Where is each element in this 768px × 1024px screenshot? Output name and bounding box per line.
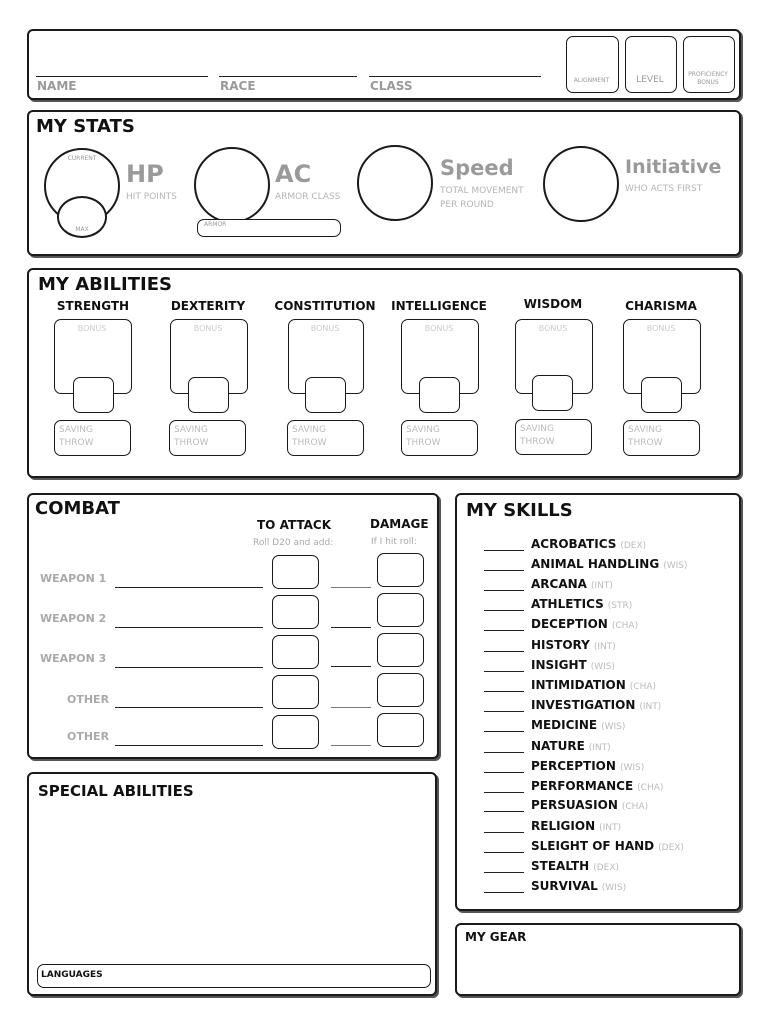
damage-box[interactable] (377, 633, 424, 667)
skill-label (531, 698, 661, 712)
skill-proficiency-line[interactable] (484, 630, 524, 631)
saving-throw-field[interactable] (54, 420, 131, 456)
race-line[interactable] (219, 76, 357, 77)
ac-circle[interactable] (194, 147, 270, 223)
skill-ability: (INT) (593, 642, 616, 652)
skill-name: PERFORMANCE (531, 779, 634, 793)
skills-title: MY SKILLS (466, 500, 573, 521)
saving-throw-label-2: THROW (520, 437, 555, 447)
abilities-title: MY ABILITIES (38, 274, 172, 295)
ability-name: CHARISMA (625, 299, 697, 313)
attack-bonus-box[interactable] (272, 675, 319, 709)
hp-max-label: MAX (75, 226, 89, 233)
skill-name: PERCEPTION (531, 759, 616, 773)
ability-modifier-box[interactable] (419, 377, 460, 413)
weapon-label: OTHER (67, 693, 110, 706)
attack-bonus-box[interactable] (272, 595, 319, 629)
weapon-name-line[interactable] (115, 667, 263, 668)
saving-throw-label-1: SAVING (406, 425, 440, 435)
skill-label (531, 537, 646, 551)
attack-bonus-box[interactable] (272, 715, 319, 749)
skill-ability: (STR) (607, 601, 633, 611)
skill-name: ARCANA (531, 577, 587, 591)
bonus-label: BONUS (193, 324, 223, 333)
ability-name: INTELLIGENCE (391, 299, 487, 313)
skill-ability: (CHA) (611, 621, 639, 631)
skill-proficiency-line[interactable] (484, 671, 524, 672)
stats-title: MY STATS (36, 116, 135, 137)
damage-box[interactable] (377, 593, 424, 627)
skill-proficiency-line[interactable] (484, 852, 524, 853)
saving-throw-label-1: SAVING (174, 425, 208, 435)
damage-box[interactable] (377, 713, 424, 747)
damage-line[interactable] (331, 707, 371, 708)
skill-proficiency-line[interactable] (484, 792, 524, 793)
bonus-label: BONUS (538, 324, 568, 333)
ac-subtitle: ARMOR CLASS (275, 192, 341, 202)
name-line[interactable] (36, 76, 208, 77)
skill-ability: (WIS) (663, 561, 688, 571)
header-panel (27, 29, 741, 100)
skill-name: SLEIGHT OF HAND (531, 839, 655, 853)
saving-throw-field[interactable] (401, 420, 478, 456)
ability-modifier-box[interactable] (305, 377, 346, 413)
skill-name: INSIGHT (531, 658, 587, 672)
saving-throw-label-2: THROW (628, 438, 663, 448)
skill-ability: (CHA) (629, 682, 657, 692)
proficiency-label-2: BONUS (697, 79, 719, 86)
speed-circle[interactable] (357, 145, 433, 221)
skill-label (531, 557, 687, 571)
skill-label (531, 577, 613, 591)
skill-name: ATHLETICS (531, 597, 604, 611)
ability-name: DEXTERITY (170, 299, 246, 313)
ability-modifier-box[interactable] (188, 377, 229, 413)
armor-label: ARMOR (204, 221, 227, 228)
hp-subtitle: HIT POINTS (126, 192, 177, 202)
saving-throw-label-2: THROW (292, 438, 327, 448)
speed-subtitle-2: PER ROUND (440, 200, 494, 210)
skill-proficiency-line[interactable] (484, 550, 524, 551)
skill-proficiency-line[interactable] (484, 651, 524, 652)
skill-proficiency-line[interactable] (484, 570, 524, 571)
stats-panel (27, 110, 741, 256)
skill-ability: (WIS) (601, 722, 626, 732)
armor-field[interactable] (197, 219, 341, 237)
skill-ability: (DEX) (593, 863, 620, 873)
languages-field[interactable] (37, 964, 431, 988)
special-abilities-panel (27, 772, 437, 996)
skill-proficiency-line[interactable] (484, 711, 524, 712)
languages-label: LANGUAGES (41, 970, 103, 980)
skill-proficiency-line[interactable] (484, 691, 524, 692)
initiative-title: Initiative (625, 156, 722, 178)
weapon-label: WEAPON 1 (40, 572, 107, 585)
damage-subtitle: If I hit roll: (371, 537, 417, 547)
skill-proficiency-line[interactable] (484, 811, 524, 812)
skill-ability: (CHA) (637, 783, 664, 793)
skill-name: NATURE (531, 739, 585, 753)
damage-header: DAMAGE (370, 517, 429, 531)
skill-ability: (INT) (588, 743, 611, 753)
saving-throw-label-2: THROW (406, 438, 441, 448)
saving-throw-field[interactable] (287, 420, 364, 456)
skill-name: ACROBATICS (531, 537, 617, 551)
saving-throw-field[interactable] (623, 420, 700, 456)
skill-name: SURVIVAL (531, 879, 598, 893)
skill-proficiency-line[interactable] (484, 872, 524, 873)
ability-modifier-box[interactable] (641, 377, 682, 413)
skill-label (531, 658, 615, 672)
saving-throw-field[interactable] (515, 419, 592, 455)
weapon-name-line[interactable] (115, 587, 263, 588)
skill-name: RELIGION (531, 819, 596, 833)
skill-label (531, 617, 638, 631)
skill-ability: (INT) (599, 823, 622, 833)
skill-label (531, 839, 684, 853)
skill-name: MEDICINE (531, 718, 598, 732)
initiative-subtitle: WHO ACTS FIRST (625, 184, 703, 194)
skill-proficiency-line[interactable] (484, 590, 524, 591)
hp-current-label: CURRENT (67, 155, 97, 162)
skill-proficiency-line[interactable] (484, 752, 524, 753)
class-label: CLASS (370, 79, 413, 93)
damage-line[interactable] (331, 666, 371, 667)
weapon-name-line[interactable] (115, 707, 263, 708)
skill-label (531, 678, 656, 692)
saving-throw-label-1: SAVING (520, 424, 554, 434)
hp-max-circle[interactable] (57, 196, 107, 238)
skill-label (531, 597, 632, 611)
skill-ability: (INT) (590, 581, 613, 591)
ability-modifier-box[interactable] (73, 377, 114, 413)
damage-box[interactable] (377, 673, 424, 707)
ability-name: WISDOM (523, 297, 583, 311)
bonus-label: BONUS (310, 324, 340, 333)
weapon-label: WEAPON 2 (40, 612, 107, 625)
special-abilities-title: SPECIAL ABILITIES (38, 782, 194, 800)
ac-title: AC (275, 160, 312, 188)
skill-ability: (WIS) (601, 883, 627, 893)
skill-ability: (DEX) (658, 843, 684, 853)
skill-name: INVESTIGATION (531, 698, 636, 712)
bonus-label: BONUS (77, 324, 107, 333)
saving-throw-label-1: SAVING (628, 425, 662, 435)
ability-modifier-box[interactable] (532, 375, 573, 411)
weapon-name-line[interactable] (115, 627, 263, 628)
to-attack-subtitle: Roll D20 and add: (253, 538, 334, 548)
skill-proficiency-line[interactable] (484, 892, 524, 893)
level-box[interactable] (625, 36, 677, 93)
damage-line[interactable] (331, 627, 371, 628)
skill-label (531, 718, 625, 732)
saving-throw-label-2: THROW (174, 438, 209, 448)
damage-line[interactable] (331, 745, 371, 746)
skill-label (531, 638, 616, 652)
skill-label (531, 739, 611, 753)
skill-name: DECEPTION (531, 617, 608, 631)
damage-box[interactable] (377, 553, 424, 587)
skill-name: PERSUASION (531, 798, 618, 812)
ability-name: CONSTITUTION (274, 299, 376, 313)
skill-proficiency-line[interactable] (484, 832, 524, 833)
skill-label (531, 779, 663, 793)
weapon-label: WEAPON 3 (40, 652, 107, 665)
skill-label (531, 819, 621, 833)
ability-name: STRENGTH (56, 299, 130, 313)
skill-proficiency-line[interactable] (484, 610, 524, 611)
saving-throw-field[interactable] (169, 420, 246, 456)
skill-name: INTIMIDATION (531, 678, 626, 692)
alignment-box[interactable] (566, 36, 619, 93)
skill-label (531, 879, 626, 893)
skill-label (531, 798, 648, 812)
skill-proficiency-line[interactable] (484, 731, 524, 732)
attack-bonus-box[interactable] (272, 635, 319, 669)
gear-title: MY GEAR (465, 930, 527, 944)
alignment-label: ALIGNMENT (573, 77, 610, 84)
skill-label (531, 759, 644, 773)
bonus-label: BONUS (424, 324, 454, 333)
hp-title: HP (126, 160, 164, 188)
skill-name: STEALTH (531, 859, 590, 873)
proficiency-label-1: PROFICIENCY (688, 71, 728, 78)
skill-ability: (WIS) (590, 662, 615, 672)
skill-name: HISTORY (531, 638, 590, 652)
skill-ability: (DEX) (620, 541, 647, 551)
weapon-name-line[interactable] (115, 745, 263, 746)
attack-bonus-box[interactable] (272, 555, 319, 589)
bonus-label: BONUS (646, 324, 676, 333)
speed-subtitle-1: TOTAL MOVEMENT (440, 186, 524, 196)
name-label: NAME (37, 79, 77, 93)
skill-ability: (CHA) (621, 802, 649, 812)
saving-throw-label-1: SAVING (59, 425, 93, 435)
race-label: RACE (220, 79, 256, 93)
level-label: LEVEL (636, 75, 664, 85)
saving-throw-label-1: SAVING (292, 425, 326, 435)
skill-label (531, 859, 619, 873)
gear-panel[interactable] (455, 923, 741, 996)
skill-name: ANIMAL HANDLING (531, 557, 660, 571)
skill-ability: (WIS) (619, 763, 645, 773)
class-line[interactable] (369, 76, 541, 77)
skill-ability: (INT) (639, 702, 662, 712)
combat-title: COMBAT (35, 498, 120, 519)
damage-line[interactable] (331, 587, 371, 588)
to-attack-header: TO ATTACK (257, 518, 332, 532)
weapon-label: OTHER (67, 730, 110, 743)
initiative-circle[interactable] (543, 146, 619, 222)
skill-proficiency-line[interactable] (484, 772, 524, 773)
saving-throw-label-2: THROW (59, 438, 94, 448)
proficiency-bonus-box[interactable] (683, 36, 735, 93)
speed-title: Speed (440, 156, 514, 180)
